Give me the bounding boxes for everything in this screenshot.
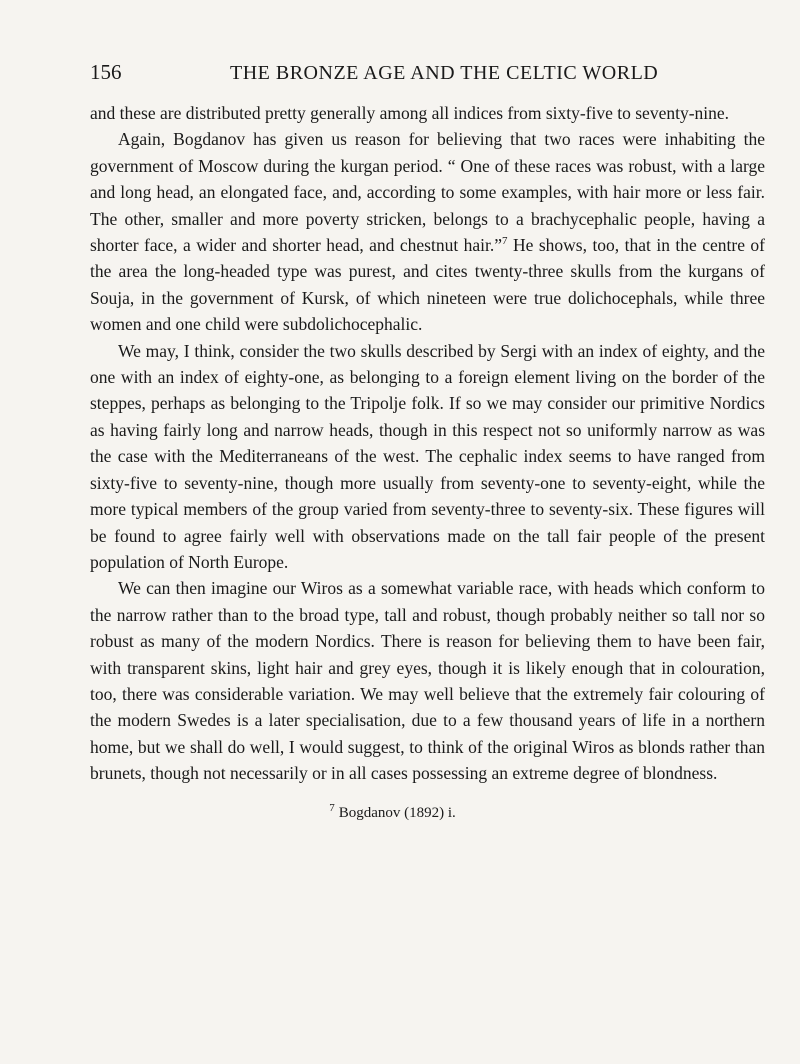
- paragraph-1: and these are distributed pretty generally among all indices from sixty-five to seventy-nine.: [90, 103, 730, 123]
- paragraph-2-text-b: He shows, too, that in the centre of the area the long-headed type was purest, and cites twenty-three skulls from the kurgans of Souja, in the government of Kursk, of which nineteen were true dolichocephals, while three women and one child were subdolichocephalic.: [90, 235, 765, 335]
- body-text: [90, 100, 765, 787]
- book-page: [90, 60, 765, 822]
- footnote-marker: 7: [329, 801, 335, 814]
- paragraph-2: [90, 126, 765, 337]
- footnote-text: Bogdanov (1892) i.: [338, 804, 456, 821]
- page-number: 156: [90, 60, 122, 84]
- paragraph-3: We may, I think, consider the two skulls described by Sergi with an index of eighty, and the one with an index of eighty-one, as belonging to a foreign element living on the border of the steppes, perhaps as belonging to the Tripolje folk. If so we may consider our primitive Nordics as having fairly long and narrow heads, though in this respect not so uniformly narrow as was the case with the Mediterraneans of the west. The cephalic index seems to have ranged from sixty-five to seventy-nine, though more usually from seventy-one to seventy-eight, while the more typical members of the group varied from seventy-three to seventy-six. These figures will be found to agree fairly well with observations made on the tall fair people of the present population of North Europe.: [90, 340, 765, 572]
- page-header: [90, 60, 765, 92]
- footnote: [90, 801, 765, 822]
- paragraph-4: We can then imagine our Wiros as a somewhat variable race, with heads which conform to the narrow rather than to the broad type, tall and robust, though probably neither so tall nor so robust as many of the modern Nordics. There is reason for believing them to have been fair, with transparent skins, light hair and grey eyes, though it is likely enough that in colouration, too, there was considerable variation. We may well believe that the extremely fair colouring of the modern Swedes is a later specialisation, due to a few thousand years of life in a northern home, but we shall do well, I would suggest, to think of the original Wiros as blonds rather than brunets, though not necessarily or in all cases possessing an extreme degree of blondness.: [90, 578, 765, 784]
- running-head: THE BRONZE AGE AND THE CELTIC WORLD: [230, 62, 659, 84]
- paragraph-2-text-a: Again, Bogdanov has given us reason for believing that two races were inhabiting the government of Moscow during the kurgan period. “ One of these races was robust, with a large and long head, an elongated face, and, according to some examples, with hair more or less fair. The other, smaller and more poverty stricken, belongs to a brachycephalic people, having a shorter face, a wider and shorter head, and chestnut hair.”: [90, 129, 765, 256]
- footnote-reference: 7: [502, 235, 508, 248]
